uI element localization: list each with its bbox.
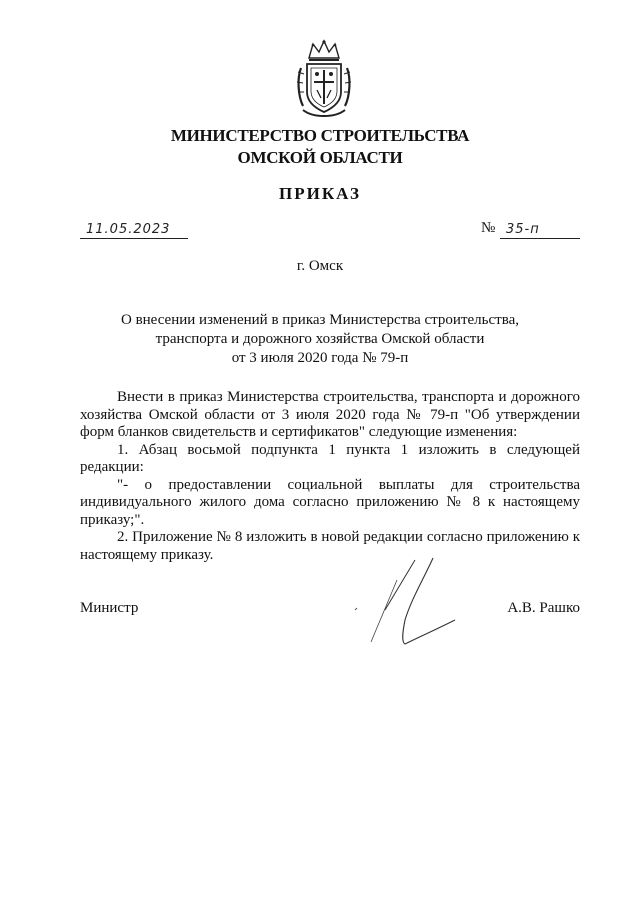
coat-of-arms-icon — [295, 38, 353, 120]
handwritten-date: 11.05.2023 — [86, 222, 171, 237]
handwritten-number: 35-п — [506, 222, 540, 237]
document-type: ПРИКАЗ — [279, 184, 361, 203]
number-label: № — [481, 220, 496, 236]
signatory-name: А.В. Рашко — [507, 600, 580, 616]
org-title-line2: ОМСКОЙ ОБЛАСТИ — [237, 148, 403, 167]
paragraph: 2. Приложение № 8 изложить в новой редакции согласно приложению к настоящему приказу. — [80, 529, 580, 563]
paragraph: Внести в приказ Министерства строительства, транспорта и дорожного хозяйства Омской области от 3 июля 2020 года № 79-п "Об утверждении форм бланков свидетельств и сертификатов" следующие изменения: — [80, 389, 580, 440]
subject-line: транспорта и дорожного хозяйства Омской области — [155, 331, 485, 347]
city: г. Омск — [296, 258, 344, 274]
paragraph: 1. Абзац восьмой подпункта 1 пункта 1 изложить в следующей редакции: — [80, 441, 580, 475]
paragraph: "- о предоставлении социальной выплаты для строительства индивидуального жилого дома согласно приложению № 8 к настоящему приказу;". — [80, 476, 580, 528]
number-field — [500, 220, 580, 239]
order-body — [80, 389, 580, 564]
subject-line: О внесении изменений в приказ Министерства строительства, — [120, 312, 519, 328]
date-field — [80, 220, 188, 239]
signature-icon — [345, 550, 475, 650]
signatory-title: Министр — [80, 600, 139, 616]
org-title-line1: МИНИСТЕРСТВО СТРОИТЕЛЬСТВА — [170, 126, 470, 145]
order-subject — [100, 311, 540, 368]
subject-line: от 3 июля 2020 года № 79-п — [231, 350, 409, 366]
